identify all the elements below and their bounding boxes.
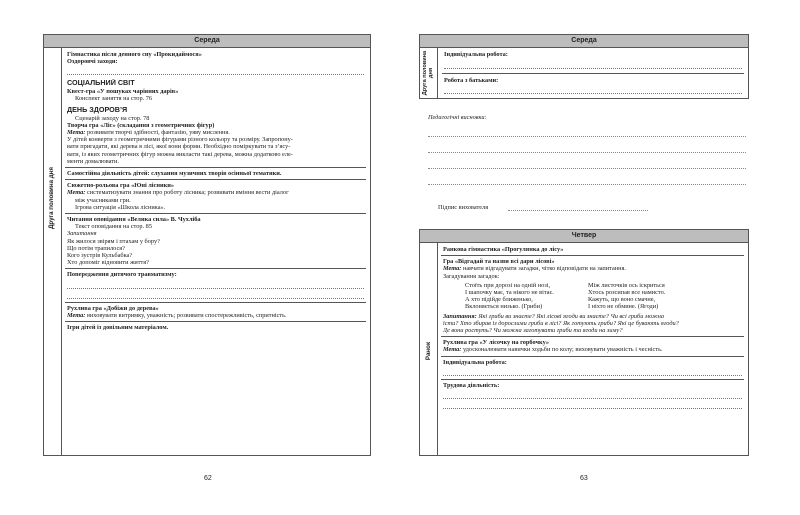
dotted-line [67, 68, 364, 75]
dotted-line [444, 87, 742, 94]
body-text: їсти? Хто збирав із дорослими гриби в лісі? Як готують гриби? Які це бувають ягоди? [443, 319, 679, 327]
goal-text: Мета: навчати відгадувати загадки, чітко відповідати на запитання. [443, 265, 626, 273]
divider [441, 336, 744, 337]
dotted-line [443, 392, 742, 399]
divider [65, 302, 366, 303]
divider [65, 213, 366, 214]
conclusions-line [428, 168, 746, 169]
divider [442, 73, 744, 74]
riddle-line: А хто підійде ближенько, [465, 296, 533, 304]
activity-title: Читання оповідання «Велика сила» В. Чухліба [67, 216, 201, 224]
body-text: вати, із яких геометричних фігур можна викласти такі дерева, можна додатково еле- [67, 150, 293, 158]
activity-title: Гра «Відгадай та назви всі дари лісові» [443, 258, 555, 266]
body-text: Кого зустрів Кульбабка? [67, 252, 133, 260]
activity-title: Ранкова гімнастика «Прогулянка до лісу» [443, 246, 564, 253]
dotted-line [67, 282, 364, 289]
activity-title: Попередження дитячого травматизму: [67, 271, 177, 279]
riddle-line: Між листочків ось іскриться [588, 281, 665, 289]
signature-block [438, 204, 488, 211]
body-text: Як жилося звірям і птахам у бору? [67, 237, 160, 245]
body-text: У дітей конверти з геометричними фігурами різного кольору та розміру. Запропону- [67, 136, 293, 144]
divider [441, 379, 744, 380]
right-bottom-side-column [420, 243, 438, 455]
riddle-line: Стоїть при дорозі на одній нозі, [465, 281, 551, 289]
right-bottom-header: Четвер [420, 230, 748, 243]
divider [65, 167, 366, 168]
divider [65, 321, 366, 322]
conclusions-block [428, 114, 748, 121]
body-text: Загадування загадок: [443, 272, 500, 280]
right-top-frame [419, 34, 749, 99]
left-side-label: Друга половина дня [48, 166, 55, 230]
riddle-row [443, 282, 742, 289]
right-bottom-frame [419, 229, 749, 456]
riddle-row [443, 289, 742, 296]
conclusions-line [428, 184, 746, 185]
signature-line [508, 210, 648, 211]
divider [65, 179, 366, 180]
goal-text: Мета: систематизувати знання про роботу лісника; розвивати вміння вести діалог [67, 189, 289, 197]
individual-work-label: Індивідуальна робота: [444, 51, 508, 58]
body-text: Хто допоміг відновити життя? [67, 259, 149, 267]
body-text: Сценарій заходу на стор. 78 [75, 114, 150, 122]
page-number-right: 63 [580, 475, 588, 482]
activity-title: Трудова діяльність: [443, 381, 500, 389]
conclusions-label: Педагогічні висновки: [428, 114, 487, 121]
activity-title: Квест-гра «У пошуках чарівних дарів» [67, 87, 179, 95]
goal-text: Мета: розвивати творчі здібності, фантазію, уяву мислення. [67, 129, 230, 137]
body-text: Ігрова ситуація «Школа лісника». [75, 203, 166, 211]
body-text: Текст оповідання на стор. 85 [75, 223, 152, 231]
activity-title: Сюжетно-рольова гра «Юні лісники» [67, 182, 175, 190]
divider [441, 255, 744, 256]
section-heading: СОЦІАЛЬНИЙ СВІТ [67, 79, 135, 88]
goal-text: Мета: виховувати витримку, уважність; розвивати спостережливість, спритність. [67, 311, 287, 319]
body-text: Конспект заняття на стор. 76 [75, 95, 153, 103]
dotted-line [443, 369, 742, 376]
left-page-content [67, 51, 364, 331]
conclusions-line [428, 152, 746, 153]
left-side-column [44, 48, 62, 455]
questions-text: Запитання: Які гриби ви знаєте? Які лісові ягоди ви знаєте? Чи всі гриби можна [443, 312, 665, 320]
right-top-side-label: Друга половина дня [422, 50, 435, 96]
activity-title: Творча гра «Ліс» (складання з геометричних фігур) [67, 121, 215, 129]
activity-title: Ігри дітей із довільним матеріалом. [67, 324, 169, 332]
riddle-row [443, 303, 742, 310]
body-text: Де вони ростуть? Чи можна заготувати гриби та ягоди на зиму? [443, 327, 623, 335]
activity-title: Індивідуальна робота: [443, 358, 507, 366]
riddles-poem [443, 282, 742, 311]
activity-title: Самостійна діяльність дітей: слухання музичних творів осінньої тематики. [67, 170, 282, 178]
dotted-line [444, 62, 742, 69]
body-text: між учасниками гри. [75, 196, 131, 204]
activity-title: Оздоровчі заходи: [67, 58, 118, 66]
dotted-line [443, 402, 742, 409]
body-text: Що потім трапилося? [67, 244, 125, 252]
conclusions-line [428, 136, 746, 137]
riddle-line: Хтось розсипав все намисто. [588, 289, 666, 297]
riddle-line: Кажуть, що воно смачне, [588, 296, 656, 304]
riddle-row [443, 296, 742, 303]
right-top-header: Середа [420, 35, 748, 48]
body-text: вати пригадати, які дерева в лісі, якої вони форми. Необхідно поміркувати та з’ясу- [67, 143, 291, 151]
goal-text: Мета: удосконалювати навички ходьби по колу; виховувати уважність і чесність. [443, 346, 663, 354]
divider [65, 268, 366, 269]
section-heading: ДЕНЬ ЗДОРОВ’Я [67, 106, 128, 115]
riddle-line: І ніхто не обмине. (Ягоди) [588, 303, 659, 311]
right-bottom-side-label: Ранок [425, 341, 432, 361]
right-top-content [444, 51, 742, 97]
right-top-side-column [420, 48, 438, 98]
body-text: менти домалювати. [67, 157, 119, 165]
right-bottom-content [443, 246, 742, 412]
dotted-line [67, 292, 364, 299]
activity-title: Рухлива гра «Добіжи до дерева» [67, 304, 159, 312]
left-page-header: Середа [44, 35, 370, 48]
activity-title: Гімнастика після денного сну «Прокидаймося» [67, 51, 202, 58]
riddle-line: І шапочку має, та нікого не вітає. [465, 289, 554, 297]
signature-label: Підпис вихователя [438, 204, 489, 211]
page-number-left: 62 [204, 475, 212, 482]
riddle-line: Вклоняється низько. (Гриби) [465, 303, 543, 311]
activity-title: Рухлива гра «У лісочку на горбочку» [443, 339, 550, 347]
divider [441, 356, 744, 357]
parents-work-label: Робота з батьками: [444, 77, 499, 85]
body-text: Запитання [67, 230, 97, 238]
left-page-frame [43, 34, 371, 456]
